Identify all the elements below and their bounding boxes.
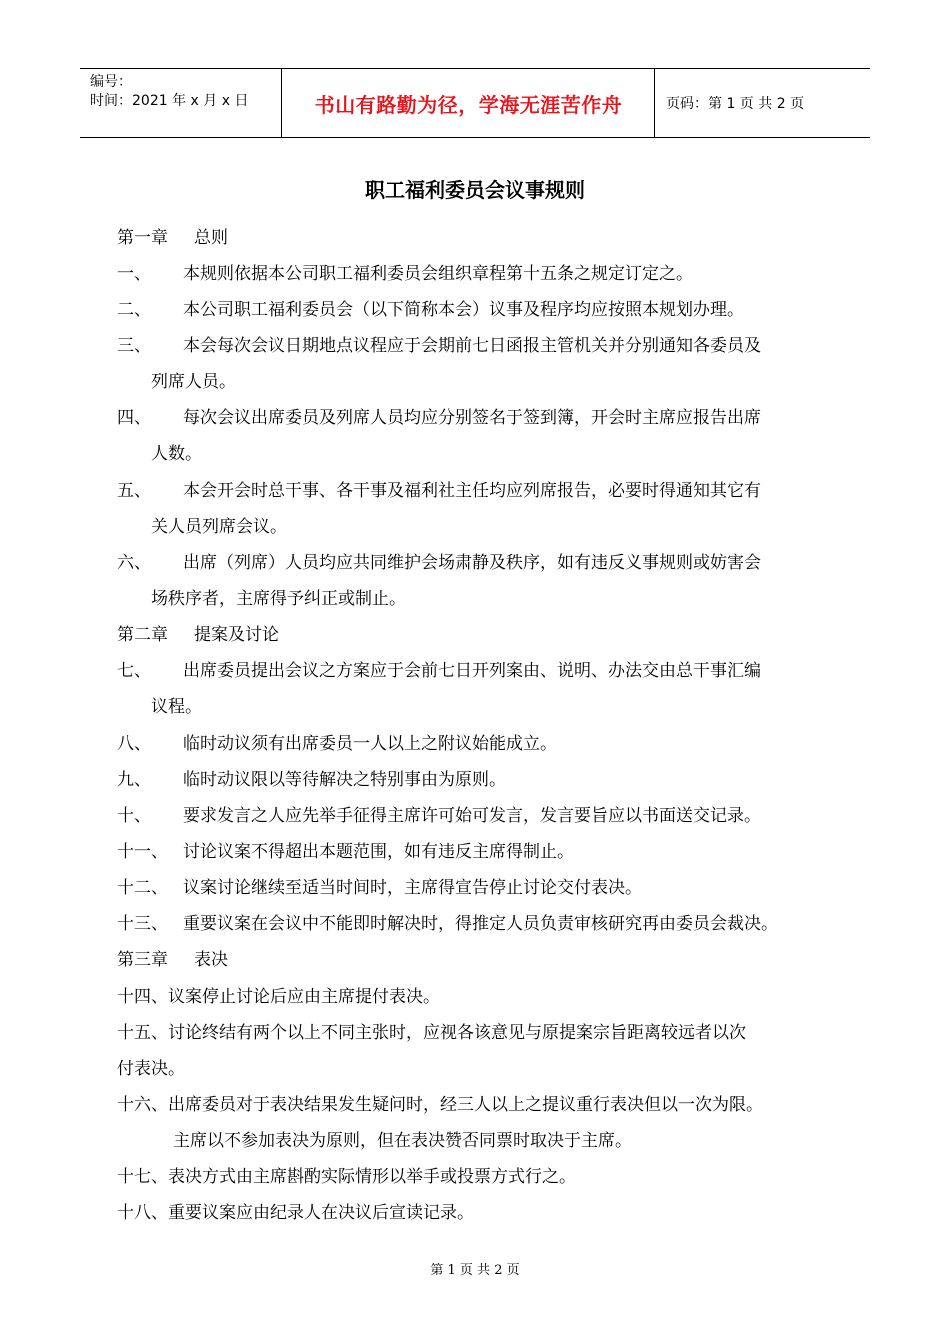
chapter-number: 第三章 (117, 950, 168, 970)
rule-text: 十四、议案停止讨论后应由主席提付表决。 (117, 987, 440, 1007)
header-divider (654, 69, 655, 137)
rule-text: 本公司职工福利委员会（以下简称本会）议事及程序均应按照本规划办理。 (183, 300, 744, 320)
rule-number: 十、 (117, 806, 151, 826)
chapter-number: 第一章 (117, 228, 168, 248)
rule-number: 八、 (117, 734, 151, 754)
rule-text: 重要议案在会议中不能即时解决时，得推定人员负责审核研究再由委员会裁决。 (183, 914, 778, 934)
header-motto: 书山有路勤为径，学海无涯苦作舟 (314, 92, 623, 117)
rule-text: 讨论议案不得超出本题范围，如有违反主席得制止。 (183, 842, 574, 862)
rule-number: 九、 (117, 770, 151, 790)
rule-text: 本会开会时总干事、各干事及福利社主任均应列席报告，必要时得通知其它有 (183, 481, 761, 501)
number-label: 编号： (90, 74, 132, 90)
rule-text: 出席（列席）人员均应共同维护会场肃静及秩序，如有违反义事规则或妨害会 (183, 553, 761, 573)
rule-text: 出席委员提出会议之方案应于会前七日开列案由、说明、办法交由总干事汇编 (183, 661, 761, 681)
header-meta (90, 73, 248, 111)
chapter-number: 第二章 (117, 625, 168, 645)
rule-text: 关人员列席会议。 (151, 517, 287, 537)
rule-number: 二、 (117, 300, 151, 320)
rule-text: 场秩序者，主席得予纠正或制止。 (151, 589, 406, 609)
rule-number: 一、 (117, 264, 151, 284)
rule-text: 每次会议出席委员及列席人员均应分别签名于签到簿，开会时主席应报告出席 (183, 408, 761, 428)
document-header (80, 68, 870, 138)
rule-text: 人数。 (151, 444, 202, 464)
rule-number: 七、 (117, 661, 151, 681)
rule-text: 议案讨论继续至适当时间时，主席得宣告停止讨论交付表决。 (183, 878, 642, 898)
rule-number: 十一、 (117, 842, 168, 862)
rule-text: 议程。 (151, 697, 202, 717)
rule-text: 临时动议限以等待解决之特别事由为原则。 (183, 770, 506, 790)
rule-number: 三、 (117, 336, 151, 356)
rule-text: 要求发言之人应先举手征得主席许可始可发言，发言要旨应以书面送交记录。 (183, 806, 761, 826)
document-title: 职工福利委员会议事规则 (365, 178, 585, 202)
rule-text: 临时动议须有出席委员一人以上之附议始能成立。 (183, 734, 557, 754)
page-footer: 第 1 页 共 2 页 (430, 1263, 520, 1278)
header-page-label: 页码：第 1 页 共 2 页 (666, 96, 805, 112)
rule-number: 五、 (117, 481, 151, 501)
rule-text: 十八、重要议案应由纪录人在决议后宣读记录。 (117, 1203, 474, 1223)
header-divider (281, 69, 282, 137)
rule-number: 十三、 (117, 914, 168, 934)
rule-text: 十五、讨论终结有两个以上不同主张时，应视各该意见与原提案宗旨距离较远者以次 (117, 1023, 746, 1043)
rule-text: 十六、出席委员对于表决结果发生疑问时，经三人以上之提议重行表决但以一次为限。 (117, 1095, 763, 1115)
rule-number: 四、 (117, 408, 151, 428)
rule-text: 本会每次会议日期地点议程应于会期前七日函报主管机关并分别通知各委员及 (183, 336, 761, 356)
time-label: 时间：2021 年 x 月 x 日 (90, 93, 249, 109)
rule-text: 本规则依据本公司职工福利委员会组织章程第十五条之规定订定之。 (183, 264, 693, 284)
rule-text: 列席人员。 (151, 372, 236, 392)
rule-text: 主席以不参加表决为原则，但在表决赞否同票时取决于主席。 (173, 1131, 632, 1151)
rule-number: 六、 (117, 553, 151, 573)
chapter-title: 表决 (194, 950, 228, 970)
rule-number: 十二、 (117, 878, 168, 898)
chapter-title: 总则 (194, 228, 228, 248)
chapter-title: 提案及讨论 (194, 625, 279, 645)
rule-text: 付表决。 (117, 1059, 185, 1079)
rule-text: 十七、表决方式由主席斟酌实际情形以举手或投票方式行之。 (117, 1167, 576, 1187)
